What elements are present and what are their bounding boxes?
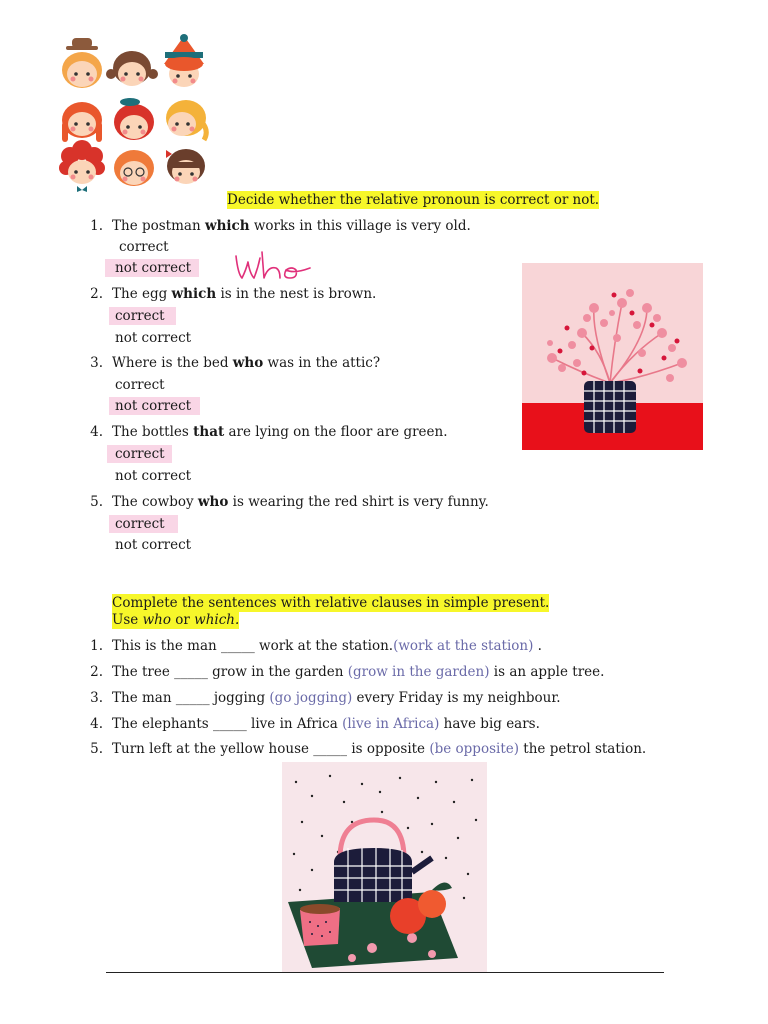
teapot-picnic-illustration	[282, 762, 487, 972]
ex2-q5-sentence: Turn left at the yellow house _____ is opposite (be opposite) the petrol station.	[112, 741, 647, 757]
part2-instruction-line2: Use who or which.	[112, 612, 240, 628]
q4-option-correct[interactable]: correct	[107, 445, 172, 463]
q3-sentence: Where is the bed who was in the attic?	[112, 355, 381, 371]
footer-rule	[106, 972, 664, 973]
q5-option-not-correct[interactable]: not correct	[115, 537, 192, 553]
part1-instruction: Decide whether the relative pronoun is correct or not.	[227, 192, 600, 208]
q3-option-correct[interactable]: correct	[115, 377, 165, 393]
ex2-q4-number: 4.	[90, 716, 103, 732]
face-9	[166, 149, 205, 184]
q2-sentence: The egg which is in the nest is brown.	[112, 286, 377, 302]
handwritten-who	[230, 248, 320, 284]
face-5	[114, 98, 154, 140]
kids-faces-illustration	[52, 30, 212, 196]
ex2-q1-sentence: This is the man _____ work at the station.(work at the station) .	[112, 638, 542, 654]
face-6	[166, 100, 206, 140]
q1-sentence: The postman which works in this village is very old.	[112, 218, 471, 234]
q5-number: 5.	[90, 494, 103, 510]
q1-option-correct[interactable]: correct	[119, 239, 169, 255]
part2-instruction-line1: Complete the sentences with relative clauses in simple present.	[112, 595, 550, 611]
q5-option-correct[interactable]: correct	[109, 515, 178, 533]
face-1	[62, 38, 102, 88]
q1-number: 1.	[90, 218, 103, 234]
q2-option-not-correct[interactable]: not correct	[115, 330, 192, 346]
plant-pot-illustration	[522, 263, 703, 450]
q3-number: 3.	[90, 355, 103, 371]
face-7	[59, 140, 105, 192]
ex2-q1-number: 1.	[90, 638, 103, 654]
q2-number: 2.	[90, 286, 103, 302]
ex2-q3-number: 3.	[90, 690, 103, 706]
q4-option-not-correct[interactable]: not correct	[115, 468, 192, 484]
ex2-q4-sentence: The elephants _____ live in Africa (live in Africa) have big ears.	[112, 716, 540, 732]
face-4	[62, 102, 102, 142]
ex2-q3-sentence: The man _____ jogging (go jogging) every Friday is my neighbour.	[112, 690, 561, 706]
q3-option-not-correct[interactable]: not correct	[109, 397, 200, 415]
q1-option-not-correct[interactable]: not correct	[105, 259, 199, 277]
ex2-q5-number: 5.	[90, 741, 103, 757]
q2-option-correct[interactable]: correct	[109, 307, 176, 325]
q4-sentence: The bottles that are lying on the floor are green.	[112, 424, 448, 440]
q5-sentence: The cowboy who is wearing the red shirt is very funny.	[112, 494, 489, 510]
face-3	[164, 34, 204, 87]
q4-number: 4.	[90, 424, 103, 440]
ex2-q2-number: 2.	[90, 664, 103, 680]
face-2	[106, 51, 158, 86]
face-8	[114, 150, 154, 186]
ex2-q2-sentence: The tree _____ grow in the garden (grow in the garden) is an apple tree.	[112, 664, 605, 680]
